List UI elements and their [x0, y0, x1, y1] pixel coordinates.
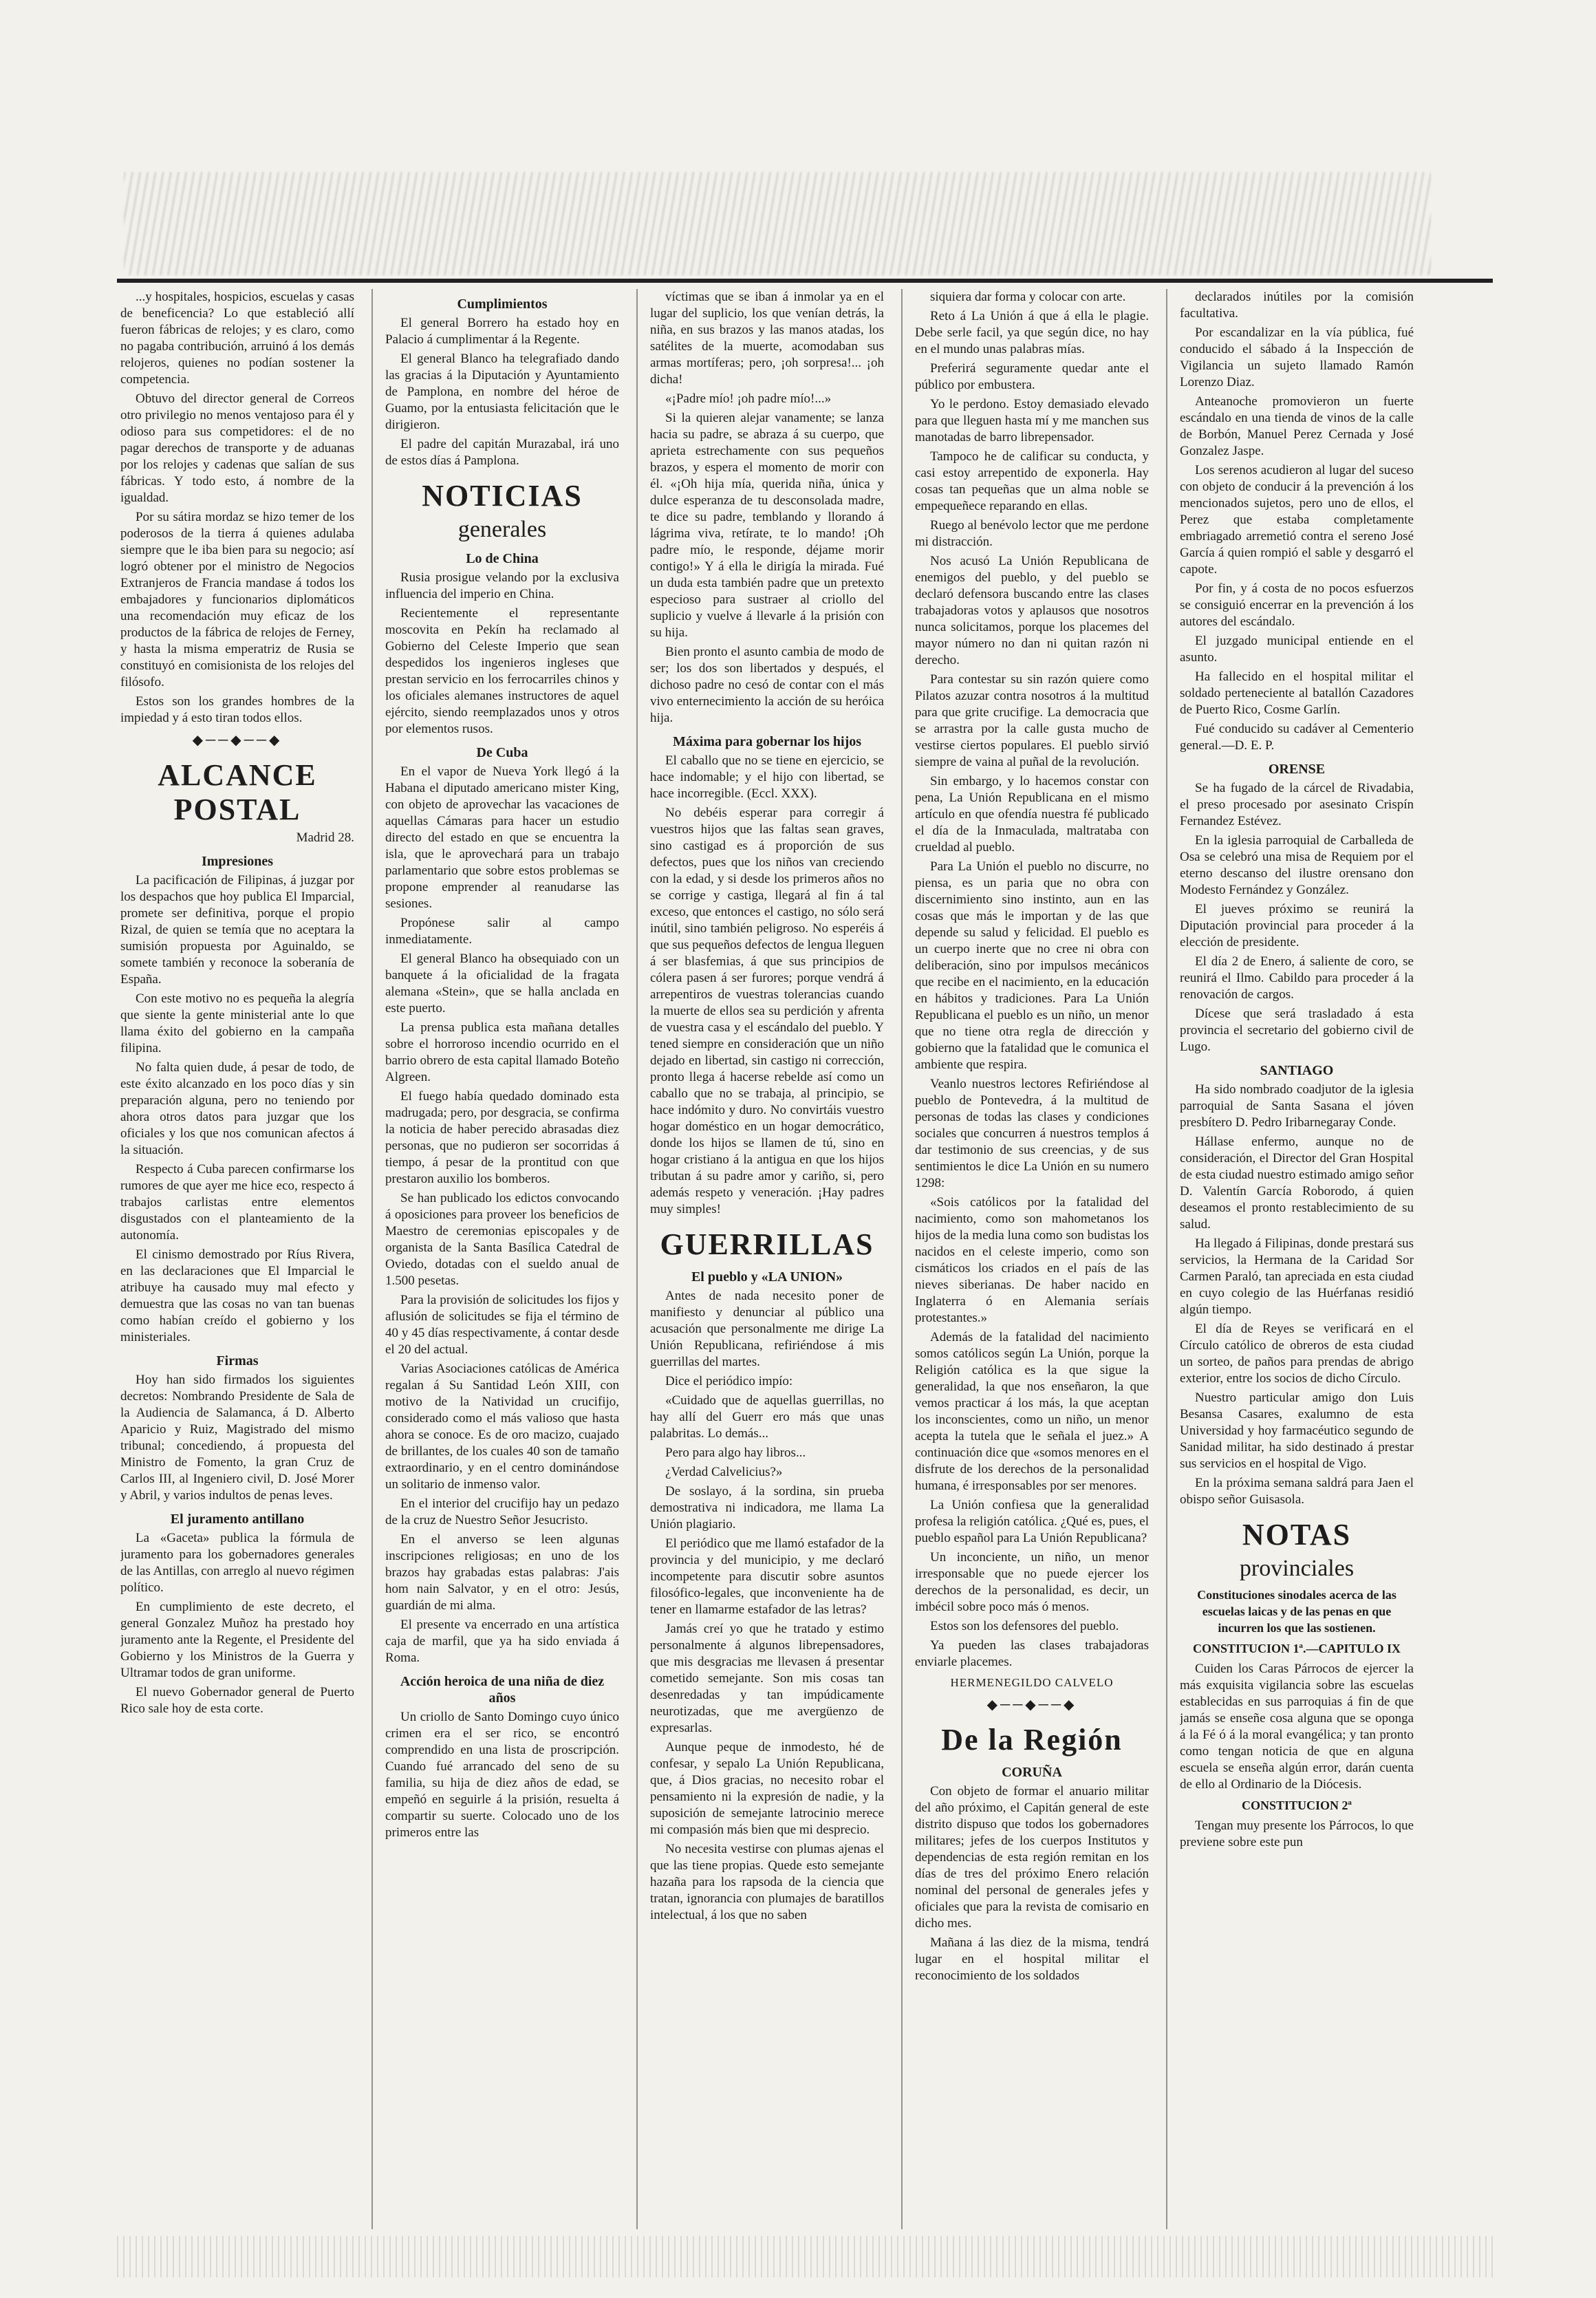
- paragraph: siquiera dar forma y colocar con arte.: [930, 290, 1126, 304]
- guerrillas-text: [650, 1288, 884, 1924]
- paragraph: Por su sátira mordaz se hizo temer de los poderosos de la tierra á quienes adulaba siempre que le iba bien para su negocio; así logró obtener por el ministro de Negocios Extranjeros de Francia mandase á todos los embajadores y funcionarios diplomáticos una recomendación muy eficaz de los productos de la fábrica de relojes de Ferney, y hasta la misma emperatriz de Rusia se constituyó en comisionista de los relojes del filósofo.: [120, 510, 354, 689]
- paragraph: declarados inútiles por la comisión facultativa.: [1180, 290, 1414, 321]
- paragraph: La pacificación de Filipinas, á juzgar por los despachos que hoy publica El Imparcial, promete ser definitiva, porque el propio Rizal, de quien se temía que no aceptara la sumisión propuesta por Aguinaldo, se somete también y reconoce la soberanía de España.: [120, 873, 354, 987]
- firmas-text: [120, 1372, 354, 1504]
- paragraph: El caballo que no se tiene en ejercicio, se hace indomable; y el hijo con libertad, se hace incorregible. (Eccl. XXX).: [650, 753, 884, 801]
- paragraph: Mañana á las diez de la misma, tendrá lugar en el hospital militar el reconocimiento de los soldados: [915, 1935, 1149, 1983]
- paragraph: La «Gaceta» publica la fórmula de juramento para los gobernadores generales de las Antillas, con arreglo al nuevo régimen político.: [120, 1531, 354, 1595]
- paragraph: En la iglesia parroquial de Carballeda de Osa se celebró una misa de Requiem por el eterno descanso del ilustre orensano don Modesto Fernández y González.: [1180, 833, 1414, 897]
- paragraph: Ha llegado á Filipinas, donde prestará sus servicios, la Hermana de la Caridad Sor Carmen Paraló, tan apreciada en esta ciudad en cuyo colegio de las Huérfanas residió algún tiempo.: [1180, 1236, 1414, 1317]
- paragraph: Propónese salir al campo inmediatamente.: [385, 916, 619, 947]
- paragraph: Con objeto de formar el anuario militar del año próximo, el Capitán general de este distrito dispuso que todos los gobernadores militares; jefes de los cuerpos Institutos y dependencias de esta región remitan en los días de tres del próximo Enero relación nominal del personal de generales jefes y oficiales que para la revista de comisario en dicho mes.: [915, 1784, 1149, 1931]
- paragraph: Estos son los defensores del pueblo.: [930, 1619, 1119, 1633]
- paragraph: El cinismo demostrado por Ríus Rivera, en las declaraciones que El Imparcial le atribuye ha causado muy mal efecto y demuestra que las cosas no van tan buenas como habían creído el gobierno y los ministeriales.: [120, 1247, 354, 1344]
- paragraph: El general Blanco ha telegrafiado dando las gracias á la Diputación y Ayuntamiento de Pamplona, en nombre del héroe de Guamo, por la entusiasta felicitación que le dirigieron.: [385, 352, 619, 432]
- china-text: [385, 570, 619, 738]
- paragraph: «Sois católicos por la fatalidad del nacimiento, como son mahometanos los hijos de la media luna como son budistas los nacidos en el celeste imperio, como son cismáticos los criados en el país de las nieves siberianas. De haber nacido en Inglaterra ó en Alemania seríais protestantes.»: [915, 1195, 1149, 1325]
- paragraph: Jamás creí yo que he tratado y estimo personalmente á algunos librepensadores, que mis desgracias me llevasen á presentar cometido semejante. Son mis cosas tan desenredadas y tan impúdicamente neurotizadas, que me avergüenzo de expresarlas.: [650, 1622, 884, 1735]
- column-4: [915, 289, 1149, 2229]
- paragraph: Hoy han sido firmados los siguientes decretos: Nombrando Presidente de Sala de la Audiencia de Salamanca, á D. Alberto Aparicio y Ruiz, Magistrado del mismo tribunal; concediendo, á propuesta del Ministro de Fomento, la gran Cruz de Carlos III, al Ingeniero civil, D. José Morer y Abril, y varios indultos de penas leves.: [120, 1373, 354, 1503]
- juramento-heading: El juramento antillano: [170, 1512, 305, 1527]
- firmas-heading: Firmas: [216, 1353, 259, 1368]
- constitucion-2-heading: CONSTITUCION 2ª: [1242, 1798, 1352, 1812]
- maxima-heading: Máxima para gobernar los hijos: [672, 734, 862, 749]
- noticias-heading: NOTICIAS: [422, 479, 583, 513]
- torn-header-smudge: [124, 172, 1431, 275]
- paragraph: En el anverso se leen algunas inscripciones religiosas; en uno de los brazos hay grabadas estas palabras: J'ais hom nain Salvator, y en el otro: Jesús, guardián de mi alma.: [385, 1532, 619, 1613]
- paragraph: ¿Verdad Calvelicius?»: [665, 1465, 783, 1479]
- paragraph: Se han publicado los edictos convocando á oposiciones para proveer los beneficios de Maestro de ceremonias episcopales y de organista de la Santa Basílica Catedral de Oviedo, dotadas con el sueldo anual de 1.500 pesetas.: [385, 1191, 619, 1288]
- paragraph: No debéis esperar para corregir á vuestros hijos que las faltas sean graves, sino castigad es á proporción de sus defectos, pues que los niños van creciendo con la edad, y si desde los primeros años no se corrige y castiga, llegará al fin á tal exceso, que entonces el castigo, no sólo será inútil, sino también peligroso. No esperéis á que sus pequeños defectos de lengua lleguen á ser blasfemias, á que sus principios de cólera pasen á ser furores; porque vendrá á arrepentiros de vuestras tolerancias cuando la muerte de ellos sea su perdición y afrenta de vuestra casa y el escándalo del pueblo. Y tened siempre en consideración que un niño dejado en libertad, sin castigo ni corrección, pronto llega á hacerse rebelde así como un caballo que no se trabaja, al principio, se hace indómito y duro. No convirtáis vuestro hogar doméstico en un hogar democrático, donde los hijos se llamen de tú, sino en hogar cristiano á la antigua en que los hijos tributan á su padre amor y cariño, si, pero además respeto y veneración. ¡Hay padres muy simples!: [650, 806, 884, 1216]
- column-divider: [636, 289, 638, 2229]
- constitucion-1-heading: CONSTITUCION 1ª.—CAPITULO IX: [1193, 1642, 1401, 1655]
- paragraph: Si la quieren alejar vanamente; se lanza hacia su padre, se abraza á su cuerpo, que aprieta estrechamente con sus pequeños brazos, y espera el momento de morir con él. «¡Oh hija mía, querida niña, única y dulce esperanza de tu desconsolada madre, te dice su padre, temblando y llorando á lágrima viva, retírate, te lo mando! ¡Oh padre mío, le responde, déjame morir contigo!» Y á ella le dirigía la mirada. Fué un duda esta también padre que un pretexto especioso para sustraer al criollo del suplicio y vuelve á llevarle á la prisión con su hija.: [650, 411, 884, 640]
- col4-paras: [915, 289, 1149, 1671]
- ornament: ◆──◆──◆: [192, 733, 283, 748]
- paragraph: Sin embargo, y lo hacemos constar con pena, La Unión Republicana en el mismo artículo en que ofendía nuestra fé publicado el día de la Inmaculada, maltrataba con crueldad al pueblo.: [915, 774, 1149, 855]
- paragraph: Por fin, y á costa de no pocos esfuerzos se consiguió encerrar en la prevención á los autores del escándalo.: [1180, 581, 1414, 629]
- paragraph: Un criollo de Santo Domingo cuyo único crimen era el ser rico, se encontró comprendido en una lista de proscripción. Cuando fué arrancado del seno de su familia, su hija de diez años de edad, se empeñó en seguirle á la prisión, resuelta á compartir su suerte. Colocado uno de los primeros entre las: [385, 1710, 619, 1840]
- paragraph: Por escandalizar en la vía pública, fué conducido el sábado á la Inspección de Vigilancia un sujeto llamado Ramón Lorenzo Diaz.: [1180, 325, 1414, 389]
- ornament: ◆──◆──◆: [986, 1697, 1077, 1712]
- coruna-heading: CORUÑA: [1002, 1765, 1062, 1780]
- column-5: [1180, 289, 1414, 2229]
- paragraph: Hállase enfermo, aunque no de consideración, el Director del Gran Hospital de esta ciudad nuestro estimado amigo señor D. Valentín García Roborodo, á quien deseamos el pronto restablecimiento de su salud.: [1180, 1135, 1414, 1232]
- paragraph: Nos acusó La Unión Republicana de enemigos del pueblo, y del pueblo se declaró defensora buscando entre las clases trabajadoras votos y aplausos que nosotros nunca solicitamos, porque los placemes del mayor número no dan ni quitan razón ni derecho.: [915, 554, 1149, 667]
- paragraph: Varias Asociaciones católicas de América regalan á Su Santidad León XIII, con motivo de la Natividad un crucifijo, considerado como el más valioso que hasta ahora se conoce. Es de oro macizo, cuajado de brillantes, de los cuales 40 son de tamaño extraordinario, y en el centro dominándose un solitario de inmenso valor.: [385, 1362, 619, 1492]
- constituciones-heading: Constituciones sinodales acerca de las escuelas laicas y de las penas en que incurren los que las sostienen.: [1197, 1588, 1396, 1635]
- paragraph: El día de Reyes se verificará en el Círculo católico de obreros de esta ciudad un sorteo, de paños para prendas de abrigo exterior, entre los socios de dicho Círculo.: [1180, 1322, 1414, 1386]
- paragraph: Ha fallecido en el hospital militar el soldado perteneciente al batallón Cazadores de Puerto Rico, Cosme Garlín.: [1180, 669, 1414, 717]
- paragraph: Ruego al benévolo lector que me perdone mi distracción.: [915, 518, 1149, 549]
- paragraph: Aunque peque de inmodesto, hé de confesar, y sepalo La Unión Republicana, que, á Dios gracias, no necesito robar el pensamiento ni la expresión de nadie, y la suposición de semejante latrocinio merece mi compasión más bien que mi desprecio.: [650, 1740, 884, 1837]
- column-2: [385, 289, 619, 2229]
- paragraph: El fuego había quedado dominado esta madrugada; pero, por desgracia, se confirma la noticia de haber perecido abrasadas diez personas, que no pudieron ser socorridas á tiempo, á pesar de la prontitud con que prestaron auxilio los bomberos.: [385, 1089, 619, 1186]
- column-divider: [371, 289, 373, 2229]
- col5-paras: [1180, 289, 1414, 754]
- coruna-text: [915, 1783, 1149, 1984]
- notas-heading: NOTAS: [1242, 1518, 1352, 1551]
- orense-heading: ORENSE: [1268, 762, 1326, 777]
- accion-heroica-heading: Acción heroica de una niña de diez años: [400, 1674, 605, 1706]
- author-signature: HERMENEGILDO CALVELO: [950, 1676, 1114, 1689]
- dateline: Madrid 28.: [296, 830, 354, 845]
- paragraph: Tampoco he de calificar su conducta, y casi estoy arrepentido de exponerla. Hay cosas tan pequeñas que un alma noble se empequeñece reparando en ellas.: [915, 449, 1149, 513]
- region-heading: De la Región: [941, 1723, 1123, 1757]
- paragraph: El jueves próximo se reunirá la Diputación provincial para proceder á la elección de presidente.: [1180, 902, 1414, 949]
- paragraph: El juzgado municipal entiende en el asunto.: [1180, 634, 1414, 665]
- paragraph: Anteanoche promovieron un fuerte escándalo en una tienda de vinos de la calle de Borbón, Manuel Perez Cernada y José Gonzalez Jaspe.: [1180, 394, 1414, 458]
- paragraph: En la próxima semana saldrá para Jaen el obispo señor Guisasola.: [1180, 1476, 1414, 1507]
- provinciales-heading: provinciales: [1239, 1556, 1355, 1581]
- guerrillas-heading: GUERRILLAS: [660, 1227, 874, 1261]
- santiago-heading: SANTIAGO: [1260, 1063, 1334, 1078]
- col1-paras: [120, 289, 354, 727]
- column-divider: [1166, 289, 1167, 2229]
- paragraph: El general Borrero ha estado hoy en Palacio á cumplimentar á la Regente.: [385, 316, 619, 347]
- paragraph: ...y hospitales, hospicios, escuelas y casas de beneficencia? Lo que estableció allí fueron fábricas de relojes; y es claro, como no pagaba contribución, arruinó á los demás relojeros, quienes no podían sostener la competencia.: [120, 290, 354, 387]
- impresiones-text: [120, 872, 354, 1346]
- paragraph: «Cuidado que de aquellas guerrillas, no hay allí del Guerr ero más que unas palabritas. Lo demás...: [650, 1393, 884, 1441]
- paragraph: Bien pronto el asunto cambia de modo de ser; los dos son libertados y después, el dichoso padre no cesó de contar con el más vivo enternecimiento la acción de su heróica hija.: [650, 645, 884, 725]
- juramento-text: [120, 1530, 354, 1717]
- alcance-postal-heading: ALCANCE POSTAL: [158, 758, 317, 826]
- paragraph: Además de la fatalidad del nacimiento somos católicos según La Unión, porque la Religión católica es la que sigue la generalidad, la que nos enseñaron, la que vemos practicar á los más, la que aceptan los inconscientes, como un niño, un menor acepta la tutela que le señala el juez.» A continuación dice que «somos menores en el disfrute de los derechos de la personalidad humana, é irresponsables por ser menores.: [915, 1330, 1149, 1493]
- paragraph: Preferirá seguramente quedar ante el público por embustera.: [915, 361, 1149, 392]
- paragraph: El periódico que me llamó estafador de la provincia y del municipio, y me declaró incompetente para discutir sobre asuntos filosófico-legales, que inconveniente ha de tener en llamarme estafador de las letras?: [650, 1536, 884, 1617]
- accion-heroica-text: [385, 1709, 619, 1841]
- paragraph: El general Blanco ha obsequiado con un banquete á la oficialidad de la fragata alemana «Stein», que se halla anclada en este puerto.: [385, 952, 619, 1016]
- paragraph: Un inconciente, un niño, un menor irresponsable que no puede ejercer los derechos de la personalidad, es decir, un imbécil sobre poco más ó menos.: [915, 1550, 1149, 1614]
- paragraph: Dice el periódico impío:: [665, 1374, 793, 1388]
- paragraph: Veanlo nuestros lectores Refiriéndose al pueblo de Pontevedra, á la multitud de personas de todas las clases y condiciones sociales que concurren á nuestros templos á dar testimonio de sus creencias, y de sus sentimientos le dice La Unión en su numero 1298:: [915, 1077, 1149, 1190]
- paragraph: La prensa publica esta mañana detalles sobre el horroroso incendio ocurrido en el barrio obrero de esta capital llamado Boteño Algreen.: [385, 1020, 619, 1084]
- paragraph: El presente va encerrado en una artística caja de marfil, que ya ha sido enviada á Roma.: [385, 1618, 619, 1665]
- bottom-scan-noise: [117, 2236, 1493, 2277]
- paragraph: No necesita vestirse con plumas ajenas el que las tiene propias. Quede esto semejante hazaña para los rapsoda de la ciencia que tratan, ignorancia con plumajes de baratillos intelectual, á los que no saben: [650, 1842, 884, 1922]
- paragraph: Fué conducido su cadáver al Cementerio general.—D. E. P.: [1180, 722, 1414, 753]
- paragraph: No falta quien dude, á pesar de todo, de este éxito alcanzado en los poco días y sin preparación alguna, pero no teniendo por ahora otros datos para juzgar que los oficiales y los que nos comunican afectos á la situación.: [120, 1060, 354, 1157]
- paragraph: Respecto á Cuba parecen confirmarse los rumores de que ayer me hice eco, respecto á trabajos carlistas entre elementos disgustados con el planteamiento de la autonomía.: [120, 1162, 354, 1243]
- constitucion-2-text: [1180, 1818, 1414, 1851]
- paragraph: Ya pueden las clases trabajadoras enviarle placemes.: [915, 1638, 1149, 1669]
- paragraph: Pero para algo hay libros...: [665, 1446, 806, 1460]
- paragraph: Recientemente el representante moscovita en Pekín ha reclamado al Gobierno del Celeste Imperio que sean despedidos los ingenieros ingleses que prestan servicio en los ferrocarriles chinos y los oficiales alemanes instructores de aquel ejército, siendo reemplazados unos y otros por elementos rusos.: [385, 606, 619, 736]
- cumplimientos-text: [385, 315, 619, 469]
- paragraph: El nuevo Gobernador general de Puerto Rico sale hoy de esta corte.: [120, 1685, 354, 1716]
- paragraph: En cumplimiento de este decreto, el general Gonzalez Muñoz ha prestado hoy juramento ante la Regente, el Presidente del Gobierno y los Ministros de la Guerra y Ultramar todos de gran uniforme.: [120, 1600, 354, 1680]
- cuba-text: [385, 764, 619, 1666]
- paragraph: En el vapor de Nueva York llegó á la Habana el diputado americano mister King, con objeto de aprovechar las vacaciones de aquellas Cámaras para hacer un estudio directo del estado en que se encuentra la isla, que le aprovechará para un trabajo parlamentario que sobre estos problemas se propone emprender al reanudarse las sesiones.: [385, 764, 619, 911]
- paragraph: El padre del capitán Murazabal, irá uno de estos días á Pamplona.: [385, 437, 619, 468]
- paragraph: «¡Padre mío! ¡oh padre mío!...»: [665, 391, 832, 406]
- column-1: [120, 289, 354, 2229]
- paragraph: Para La Unión el pueblo no discurre, no piensa, es un paria que no obra con discernimiento sino instinto, aun en las cosas que más le importan y de las que depende su salud y felicidad. El pueblo es un cuerpo inerte que no cree ni obra con deliberación, sino por impulsos mecánicos que recibe en el nacimiento, en la educación en hábitos y tradiciones. Para La Unión Republicana el pueblo es un niño, un menor que no tiene otra regla de dirección y gobierno que la fatalidad que le comunica el ambiente que respira.: [915, 859, 1149, 1072]
- paragraph: Dícese que será trasladado á esta provincia el secretario del gobierno civil de Lugo.: [1180, 1007, 1414, 1054]
- paragraph: En el interior del crucifijo hay un pedazo de la cruz de Nuestro Señor Jesucristo.: [385, 1496, 619, 1527]
- paragraph: Para la provisión de solicitudes los fijos y aflusión de solicitudes se fija el término de 40 y 45 días respectivamente, á contar desde el 20 del actual.: [385, 1293, 619, 1357]
- paragraph: Para contestar su sin razón quiere como Pilatos azuzar contra nosotros á la multitud para que grite crucifige. La democracia que se arrastra por la calle gusta mucho de vestirse ciertos populares. El pueblo sirvió siempre de vaina al puñal de la revolución.: [915, 672, 1149, 769]
- paragraph: Cuiden los Caras Párrocos de ejercer la más exquisita vigilancia sobre las escuelas establecidas en sus parroquias á fin de que jamás se enseñe cosa alguna que se oponga á la Fé ó á la moral evangélica; y tan pronto como tengan noticia de que en alguna escuela se enseña algún error, darán cuenta de ello al Ordinario de la Diócesis.: [1180, 1662, 1414, 1792]
- column-3: [650, 289, 884, 2229]
- paragraph: Con este motivo no es pequeña la alegría que siente la gente ministerial ante lo que llama éxito del gobierno en la campaña filipina.: [120, 991, 354, 1055]
- paragraph: Nuestro particular amigo don Luis Besansa Casares, exalumno de esta Universidad y hoy farmacéutico segundo de Sanidad militar, ha sido destinado á prestar sus servicios en el hospital de Vigo.: [1180, 1390, 1414, 1471]
- maxima-text: [650, 753, 884, 1218]
- china-heading: Lo de China: [466, 551, 539, 566]
- column-divider: [901, 289, 903, 2229]
- paragraph: Ha sido nombrado coadjutor de la iglesia parroquial de Santa Sasana el jóven presbítero D. Pedro Iribarnegaray Conde.: [1180, 1082, 1414, 1130]
- paragraph: Obtuvo del director general de Correos otro privilegio no menos ventajoso para él y odioso para sus competidores: el de no pagar derechos de transporte y de aduanas por los relojes y cadenas que salían de sus fábricas. Y todo esto, á nombre de la igualdad.: [120, 391, 354, 505]
- paragraph: víctimas que se iban á inmolar ya en el lugar del suplicio, los que venían detrás, la niña, en sus brazos y las manos atadas, los satélites de la muerte, acomodaban sus armas mortíferas; pero, ¡oh sorpresa!... ¡oh dicha!: [650, 290, 884, 387]
- generales-heading: generales: [457, 517, 547, 542]
- paragraph: Rusia prosigue velando por la exclusiva influencia del imperio en China.: [385, 570, 619, 601]
- paragraph: Estos son los grandes hombres de la impiedad y á esto tiran todos ellos.: [120, 694, 354, 725]
- paragraph: Los serenos acudieron al lugar del suceso con objeto de conducir á la prevención á los mencionados sujetos, pero uno de ellos, el Perez que estaba completamente embriagado arremetió contra el sereno José García á quien rompió el sable y desgarró el capote.: [1180, 463, 1414, 577]
- paragraph: Yo le perdono. Estoy demasiado elevado para que lleguen hasta mí y me manchen sus manotadas de barro librepensador.: [915, 397, 1149, 444]
- santiago-text: [1180, 1082, 1414, 1508]
- paragraph: Antes de nada necesito poner de manifiesto y denunciar al público una acusación que personalmente me dirige La Unión Republicana, refiriéndose á mis guerrillas del martes.: [650, 1289, 884, 1369]
- paragraph: El día 2 de Enero, á saliente de coro, se reunirá el Ilmo. Cabildo para proceder á la renovación de cargos.: [1180, 954, 1414, 1002]
- paragraph: De soslayo, á la sordina, sin prueba demostrativa ni indicadora, me llama La Unión plagiario.: [650, 1484, 884, 1532]
- cumplimientos-heading: Cumplimientos: [457, 297, 548, 312]
- col3-paras: [650, 289, 884, 727]
- constitucion-1-text: [1180, 1661, 1414, 1793]
- header-rule: [117, 279, 1493, 283]
- paragraph: Se ha fugado de la cárcel de Rivadabia, el preso procesado por asesinato Crispín Fernandez Estévez.: [1180, 781, 1414, 828]
- pueblo-union-heading: El pueblo y «LA UNION»: [691, 1269, 843, 1285]
- orense-text: [1180, 780, 1414, 1055]
- paragraph: La Unión confiesa que la generalidad profesa la religión católica. ¿Qué es, pues, el pueblo español para La Unión Republicana?: [915, 1498, 1149, 1545]
- paragraph: Tengan muy presente los Párrocos, lo que previene sobre este pun: [1180, 1818, 1414, 1849]
- paragraph: Reto á La Unión á que á ella le plagie. Debe serle facil, ya que según dice, no hay en el mundo unas palabras mías.: [915, 309, 1149, 356]
- impresiones-heading: Impresiones: [201, 854, 274, 869]
- cuba-heading: De Cuba: [476, 745, 528, 760]
